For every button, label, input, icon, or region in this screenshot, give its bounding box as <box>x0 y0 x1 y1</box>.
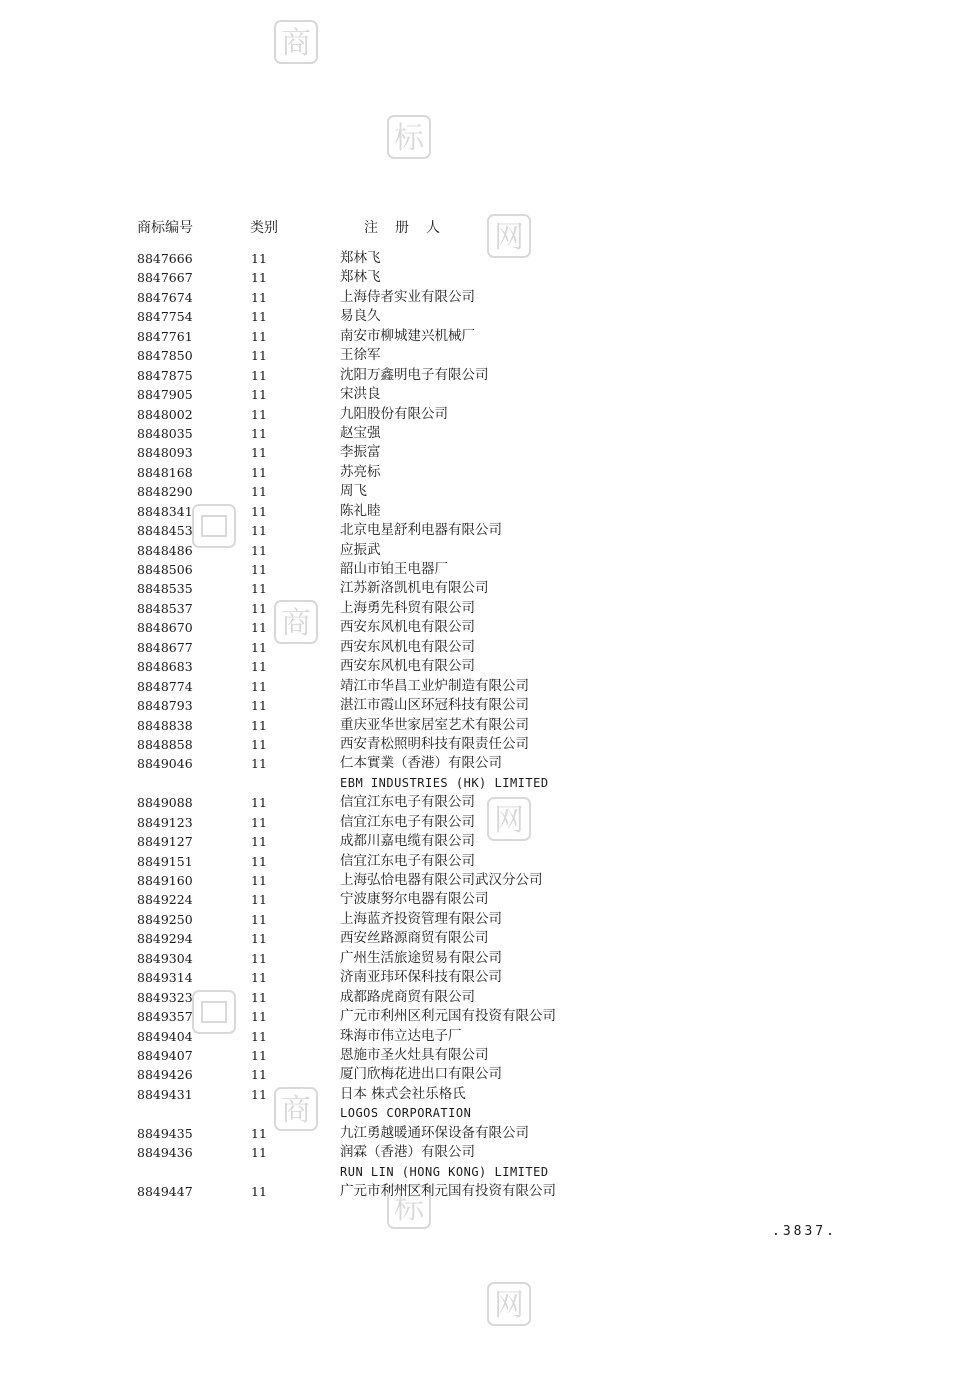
table-row <box>137 541 837 560</box>
trademark-class: 11 <box>251 464 267 480</box>
svg-text:标: 标 <box>394 1191 424 1226</box>
trademark-number: 8849123 <box>137 814 193 830</box>
trademark-class: 11 <box>251 600 267 616</box>
table-row <box>137 813 837 832</box>
trademark-class: 11 <box>251 406 267 422</box>
table-row <box>137 832 837 851</box>
trademark-number: 8849404 <box>137 1028 193 1044</box>
trademark-number: 8848093 <box>137 445 193 461</box>
trademark-number: 8847666 <box>137 251 193 266</box>
trademark-class: 11 <box>251 931 267 947</box>
table-row <box>137 910 837 929</box>
trademark-class: 11 <box>251 1125 267 1141</box>
trademark-class: 11 <box>251 309 267 325</box>
trademark-number: 8848002 <box>137 406 193 422</box>
trademark-number: 8848453 <box>137 523 193 539</box>
registrant-name: 恩施市圣火灶具有限公司 <box>340 1046 489 1063</box>
trademark-class: 11 <box>251 873 267 888</box>
registrant-name: 广元市利州区利元国有投资有限公司 <box>340 1008 556 1025</box>
trademark-class: 11 <box>251 970 267 986</box>
trademark-number: 8849323 <box>137 989 193 1005</box>
trademark-class: 11 <box>251 387 267 403</box>
registrant-name: 西安东风机电有限公司 <box>340 619 475 636</box>
table-row <box>137 249 837 268</box>
registrant-name: 韶山市铂王电器厂 <box>340 561 448 577</box>
watermark-biao-icon <box>385 113 433 161</box>
table-row <box>137 657 837 676</box>
registrant-name: EBM INDUSTRIES (HK) LIMITED <box>340 775 549 790</box>
table-row <box>137 502 837 521</box>
table-row <box>137 677 837 696</box>
trademark-class: 11 <box>251 484 267 500</box>
trademark-number: 8848838 <box>137 717 193 733</box>
trademark-class: 11 <box>251 1067 267 1083</box>
table-row <box>137 1046 837 1065</box>
trademark-number: 8848506 <box>137 562 193 577</box>
table-row <box>137 754 837 773</box>
registrant-name: RUN LIN (HONG KONG) LIMITED <box>340 1164 549 1179</box>
trademark-number: 8849436 <box>137 1145 193 1161</box>
svg-text:标: 标 <box>394 121 424 156</box>
registrant-name: 沈阳万鑫明电子有限公司 <box>340 366 489 383</box>
trademark-class: 11 <box>251 1009 267 1025</box>
registrant-name: 苏亮标 <box>340 463 381 480</box>
table-row <box>137 1027 837 1046</box>
table-row <box>137 560 837 579</box>
trademark-number: 8849447 <box>137 1184 193 1199</box>
registrant-name: 郑林飞 <box>340 269 381 286</box>
trademark-number: 8848774 <box>137 678 193 694</box>
table-row <box>137 696 837 715</box>
registrant-name: 上海勇先科贸有限公司 <box>340 599 475 616</box>
registrant-name: 九阳股份有限公司 <box>340 405 448 422</box>
table-row <box>137 988 837 1007</box>
trademark-class: 11 <box>251 678 267 694</box>
table-row <box>137 1143 837 1162</box>
registrant-name: 宁波康努尔电器有限公司 <box>340 891 489 908</box>
trademark-number: 8849250 <box>137 911 193 927</box>
registrant-name: 信宜江东电子有限公司 <box>340 794 475 811</box>
table-row <box>137 521 837 540</box>
trademark-number: 8849357 <box>137 1009 193 1025</box>
registrant-name: 重庆亚华世家居室艺术有限公司 <box>340 716 529 733</box>
table-row <box>137 1065 837 1084</box>
table-row <box>137 424 837 443</box>
trademark-class: 11 <box>251 348 267 364</box>
trademark-class: 11 <box>251 367 267 383</box>
table-row <box>137 735 837 754</box>
svg-text:商: 商 <box>281 26 311 61</box>
trademark-number: 8848670 <box>137 620 193 636</box>
table-row <box>137 1182 837 1201</box>
svg-text:商: 商 <box>281 606 311 641</box>
registrant-name: 宋洪良 <box>340 386 381 403</box>
registrant-name: LOGOS CORPORATION <box>340 1106 472 1121</box>
table-row <box>137 968 837 987</box>
trademark-number: 8848290 <box>137 484 193 500</box>
trademark-class: 11 <box>251 270 267 286</box>
trademark-class: 11 <box>251 814 267 830</box>
table-row <box>137 1007 837 1026</box>
trademark-class: 11 <box>251 581 267 597</box>
table-row <box>137 852 837 871</box>
svg-text:网: 网 <box>494 220 524 255</box>
trademark-class: 11 <box>251 756 267 772</box>
watermark-wang-icon <box>485 1280 533 1328</box>
trademark-class: 11 <box>251 1145 267 1161</box>
registrant-name: 陈礼睦 <box>340 502 381 519</box>
trademark-class: 11 <box>251 620 267 636</box>
table-row <box>137 443 837 462</box>
registrant-name: 周飞 <box>340 483 367 500</box>
trademark-class: 11 <box>251 892 267 908</box>
registrant-name: 易良久 <box>340 308 381 325</box>
trademark-list <box>137 249 837 1201</box>
registrant-name: 郑林飞 <box>340 250 381 266</box>
registrant-name: 仁本實業（香港）有限公司 <box>340 755 502 772</box>
trademark-class: 11 <box>251 289 267 305</box>
trademark-number: 8847667 <box>137 270 193 286</box>
column-header-number: 商标编号 <box>137 220 193 236</box>
trademark-class: 11 <box>251 698 267 714</box>
trademark-class: 11 <box>251 950 267 966</box>
trademark-class: 11 <box>251 911 267 927</box>
trademark-number: 8848677 <box>137 639 193 655</box>
registrant-name: 北京电星舒利电器有限公司 <box>340 522 502 539</box>
registrant-name: 润霖（香港）有限公司 <box>340 1144 475 1161</box>
trademark-number: 8848683 <box>137 659 193 675</box>
table-row <box>137 599 837 618</box>
trademark-number: 8849127 <box>137 834 193 850</box>
trademark-class: 11 <box>251 328 267 344</box>
table-row <box>137 346 837 365</box>
registrant-name: 上海弘恰电器有限公司武汉分公司 <box>340 872 543 888</box>
registrant-name: 信宜江东电子有限公司 <box>340 813 475 830</box>
registrant-name: 九江勇越暖通环保设备有限公司 <box>340 1124 529 1141</box>
trademark-number: 8849046 <box>137 756 193 772</box>
trademark-number: 8847761 <box>137 328 193 344</box>
trademark-class: 11 <box>251 834 267 850</box>
trademark-class: 11 <box>251 1086 267 1102</box>
registrant-name: 李振富 <box>340 444 381 461</box>
trademark-number: 8849407 <box>137 1047 193 1063</box>
registrant-name: 济南亚玮环保科技有限公司 <box>340 969 502 986</box>
table-row <box>137 638 837 657</box>
column-header-class: 类别 <box>250 220 278 236</box>
trademark-class: 11 <box>251 853 267 869</box>
trademark-class: 11 <box>251 639 267 655</box>
trademark-class: 11 <box>251 717 267 733</box>
trademark-class: 11 <box>251 795 267 811</box>
trademark-class: 11 <box>251 736 267 752</box>
registrant-name: 湛江市霞山区环冠科技有限公司 <box>340 697 529 714</box>
table-row <box>137 1104 837 1123</box>
trademark-number: 8848535 <box>137 581 193 597</box>
table-row <box>137 288 837 307</box>
trademark-class: 11 <box>251 1028 267 1044</box>
trademark-number: 8848858 <box>137 736 193 752</box>
trademark-number: 8849431 <box>137 1086 193 1102</box>
table-row <box>137 385 837 404</box>
table-row <box>137 366 837 385</box>
trademark-number: 8848793 <box>137 698 193 714</box>
trademark-number: 8849160 <box>137 873 193 888</box>
registrant-name: 上海蓝齐投资管理有限公司 <box>340 910 502 927</box>
trademark-class: 11 <box>251 503 267 519</box>
trademark-number: 8849426 <box>137 1067 193 1083</box>
table-row <box>137 482 837 501</box>
registrant-name: 江苏新洛凯机电有限公司 <box>340 580 489 597</box>
trademark-number: 8848341 <box>137 503 193 519</box>
trademark-class: 11 <box>251 989 267 1005</box>
trademark-number: 8847850 <box>137 348 193 364</box>
table-row <box>137 871 837 890</box>
table-row <box>137 1085 837 1104</box>
trademark-class: 11 <box>251 542 267 558</box>
trademark-number: 8848486 <box>137 542 193 558</box>
registrant-name: 西安东风机电有限公司 <box>340 638 475 655</box>
table-row <box>137 774 837 793</box>
registrant-name: 成都川嘉电缆有限公司 <box>340 833 475 850</box>
trademark-number: 8847905 <box>137 387 193 403</box>
page-number: .3837. <box>772 1224 837 1239</box>
registrant-name: 西安东风机电有限公司 <box>340 658 475 675</box>
table-row <box>137 716 837 735</box>
trademark-number: 8849435 <box>137 1125 193 1141</box>
trademark-class: 11 <box>251 659 267 675</box>
registrant-name: 日本 株式会社乐格氏 <box>340 1085 466 1102</box>
table-row <box>137 929 837 948</box>
table-row <box>137 618 837 637</box>
trademark-number: 8847754 <box>137 309 193 325</box>
trademark-class: 11 <box>251 1047 267 1063</box>
column-header-registrant: 注册人 <box>364 220 457 236</box>
table-row <box>137 579 837 598</box>
watermark-shang-icon <box>272 18 320 66</box>
trademark-number: 8849224 <box>137 892 193 908</box>
registrant-name: 王徐军 <box>340 347 381 364</box>
trademark-number: 8848537 <box>137 600 193 616</box>
trademark-class: 11 <box>251 523 267 539</box>
trademark-number: 8847875 <box>137 367 193 383</box>
trademark-class: 11 <box>251 562 267 577</box>
registrant-name: 西安青松照明科技有限责任公司 <box>340 735 529 752</box>
registrant-name: 珠海市伟立达电子厂 <box>340 1027 462 1044</box>
table-row <box>137 949 837 968</box>
registrant-name: 信宜江东电子有限公司 <box>340 852 475 869</box>
registrant-name: 成都路虎商贸有限公司 <box>340 988 475 1005</box>
trademark-class: 11 <box>251 425 267 441</box>
trademark-number: 8848035 <box>137 425 193 441</box>
table-header <box>137 217 837 237</box>
trademark-number: 8849294 <box>137 931 193 947</box>
table-row <box>137 327 837 346</box>
table-row <box>137 890 837 909</box>
svg-text:网: 网 <box>494 1288 524 1323</box>
registrant-name: 广州生活旅途贸易有限公司 <box>340 949 502 966</box>
trademark-number: 8849151 <box>137 853 193 869</box>
trademark-class: 11 <box>251 1184 267 1199</box>
registrant-name: 厦门欣梅花进出口有限公司 <box>340 1066 502 1083</box>
table-row <box>137 463 837 482</box>
trademark-number: 8849088 <box>137 795 193 811</box>
table-row <box>137 1163 837 1182</box>
table-row <box>137 268 837 287</box>
trademark-class: 11 <box>251 445 267 461</box>
trademark-number: 8849304 <box>137 950 193 966</box>
registrant-name: 广元市利州区利元国有投资有限公司 <box>340 1183 556 1199</box>
registrant-name: 靖江市华昌工业炉制造有限公司 <box>340 677 529 694</box>
registrant-name: 上海侍者实业有限公司 <box>340 288 475 305</box>
table-row <box>137 307 837 326</box>
registrant-name: 南安市柳城建兴机械厂 <box>340 327 475 344</box>
table-row <box>137 1124 837 1143</box>
trademark-number: 8847674 <box>137 289 193 305</box>
table-row <box>137 405 837 424</box>
registrant-name: 赵宝强 <box>340 424 381 441</box>
registrant-name: 西安丝路源商贸有限公司 <box>340 930 489 947</box>
registrant-name: 应振武 <box>340 541 381 558</box>
trademark-number: 8848168 <box>137 464 193 480</box>
trademark-number: 8849314 <box>137 970 193 986</box>
trademark-class: 11 <box>251 251 267 266</box>
svg-text:网: 网 <box>494 803 524 838</box>
table-row <box>137 793 837 812</box>
svg-text:商: 商 <box>281 1093 311 1128</box>
